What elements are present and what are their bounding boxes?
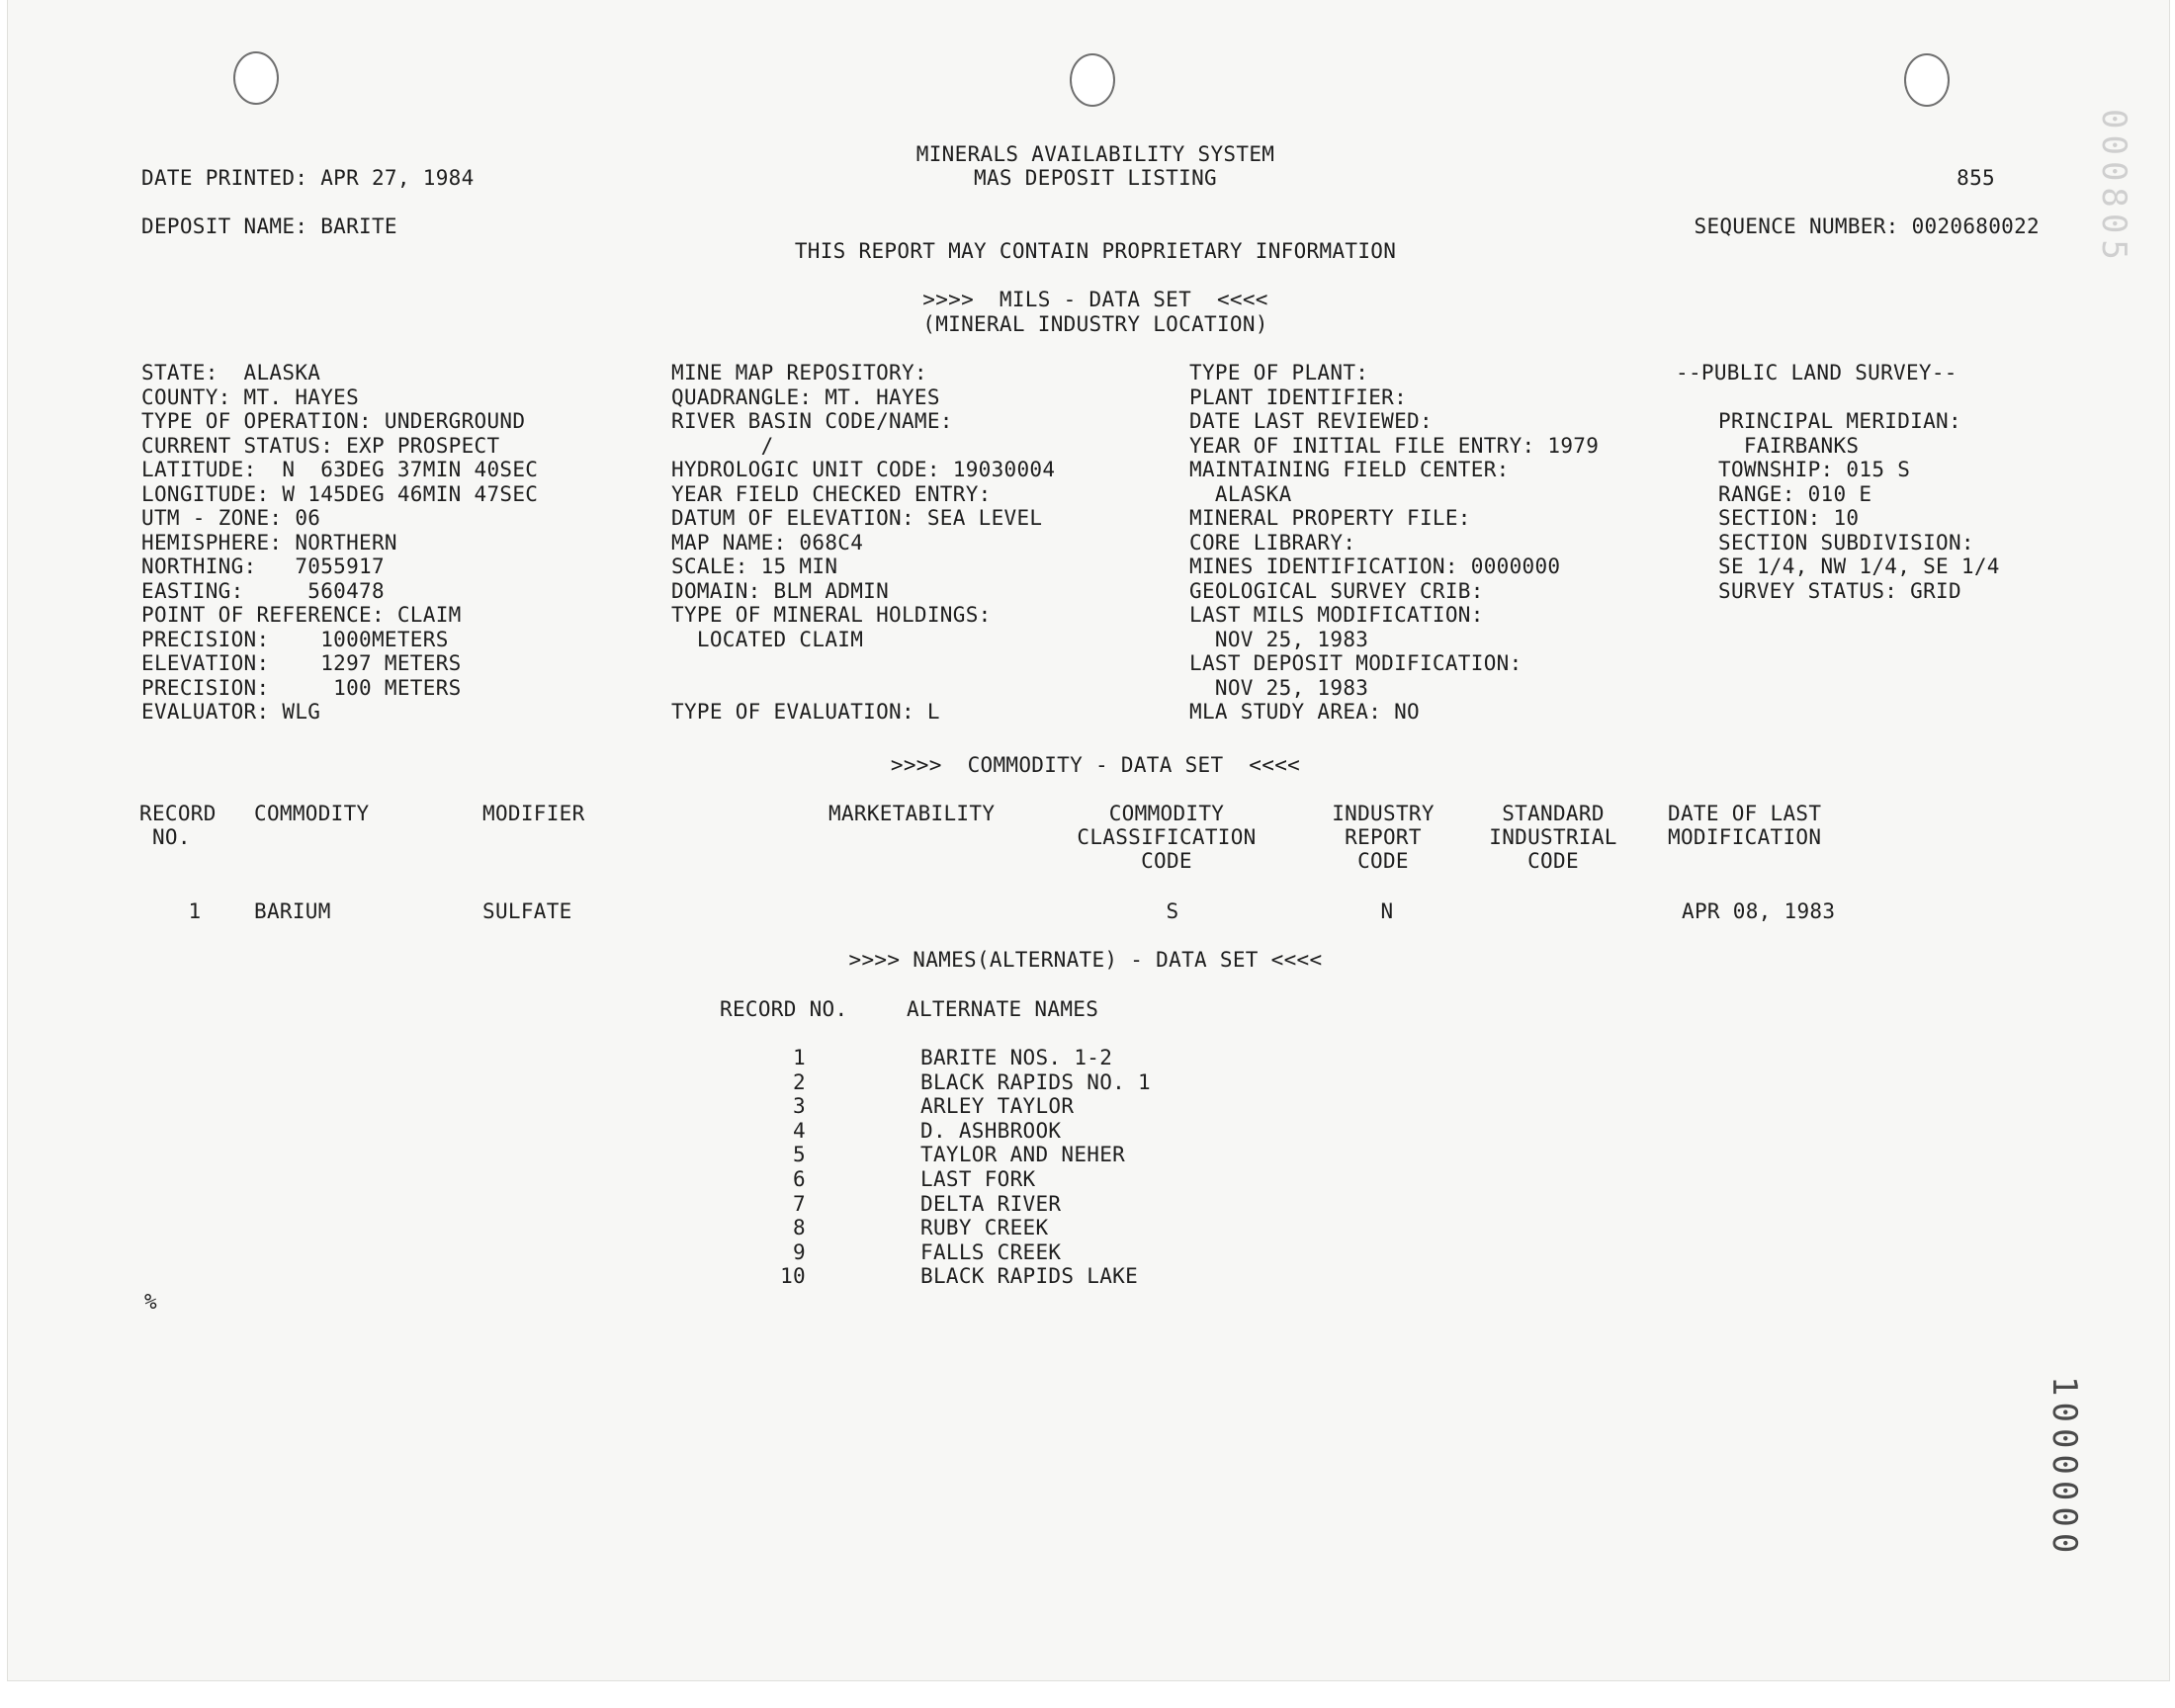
- mils-file-line: MLA STUDY AREA: NO: [1189, 700, 1420, 724]
- mils-location-line: HEMISPHERE: NORTHERN: [141, 530, 397, 555]
- mils-file-line: NOV 25, 1983: [1189, 627, 1369, 651]
- alternate-name-record-no: 5: [793, 1143, 806, 1167]
- system-title: MINERALS AVAILABILITY SYSTEM: [915, 142, 1275, 166]
- alternate-name: BLACK RAPIDS NO. 1: [920, 1069, 1151, 1094]
- mils-location-line: LATITUDE: N 63DEG 37MIN 40SEC: [141, 458, 539, 481]
- mils-section-title: >>>> MILS - DATA SET <<<<: [922, 288, 1268, 311]
- mils-section-subtitle: (MINERAL INDUSTRY LOCATION): [922, 312, 1268, 336]
- names-header-record-no: RECORD NO.: [720, 997, 848, 1021]
- alternate-name: D. ASHBROOK: [920, 1118, 1062, 1143]
- mils-file-line: NOV 25, 1983: [1189, 675, 1369, 700]
- punch-hole-right: [1904, 53, 1950, 107]
- names-section-title: >>>> NAMES(ALTERNATE) - DATA SET <<<<: [848, 948, 1323, 972]
- mils-file-line: YEAR OF INITIAL FILE ENTRY: 1979: [1189, 433, 1600, 458]
- alternate-name: FALLS CREEK: [920, 1239, 1062, 1264]
- names-header-alternate-names: ALTERNATE NAMES: [907, 997, 1099, 1021]
- alternate-name-record-no: 10: [780, 1264, 806, 1289]
- alternate-name: LAST FORK: [920, 1167, 1036, 1191]
- mils-location-line: EVALUATOR: WLG: [141, 700, 321, 724]
- commodity-row-modifier: SULFATE: [482, 899, 572, 923]
- mils-location-line: UTM - ZONE: 06: [141, 506, 321, 530]
- mils-location-line: PRECISION: 100 METERS: [141, 675, 462, 700]
- mils-location-line: POINT OF REFERENCE: CLAIM: [141, 603, 462, 627]
- mils-map-line: DATUM OF ELEVATION: SEA LEVEL: [671, 506, 1043, 530]
- mils-file-line: TYPE OF PLANT:: [1189, 361, 1369, 384]
- page-number: 855: [1957, 166, 1995, 190]
- mils-map-line: /: [671, 433, 774, 458]
- public-land-survey-heading: --PUBLIC LAND SURVEY--: [1676, 361, 1958, 384]
- mils-map-line: HYDROLOGIC UNIT CODE: 19030004: [671, 458, 1056, 481]
- commodity-row-commodity: BARIUM: [254, 899, 331, 923]
- mils-map-line: MINE MAP REPOSITORY:: [671, 361, 927, 384]
- public-land-survey-line: SE 1/4, NW 1/4, SE 1/4: [1718, 555, 2000, 578]
- mils-location-line: CURRENT STATUS: EXP PROSPECT: [141, 433, 500, 458]
- commodity-header-marketability: MARKETABILITY: [828, 802, 996, 825]
- public-land-survey-line: TOWNSHIP: 015 S: [1718, 458, 1911, 481]
- public-land-survey-line: FAIRBANKS: [1718, 433, 1860, 458]
- mils-file-line: MINES IDENTIFICATION: 0000000: [1189, 555, 1561, 578]
- mils-file-line: GEOLOGICAL SURVEY CRIB:: [1189, 578, 1484, 603]
- alternate-name-record-no: 9: [793, 1239, 806, 1264]
- deposit-name: DEPOSIT NAME: BARITE: [141, 214, 397, 238]
- faint-side-code: 000805: [2094, 109, 2133, 266]
- public-land-survey-line: SECTION SUBDIVISION:: [1718, 530, 1974, 555]
- mils-map-line: MAP NAME: 068C4: [671, 530, 864, 555]
- mils-file-line: MINERAL PROPERTY FILE:: [1189, 506, 1471, 530]
- mils-file-line: CORE LIBRARY:: [1189, 530, 1356, 555]
- mils-location-line: EASTING: 560478: [141, 578, 385, 603]
- alternate-name: DELTA RIVER: [920, 1191, 1062, 1216]
- commodity-header-modifier: MODIFIER: [482, 802, 585, 825]
- mils-location-line: NORTHING: 7055917: [141, 555, 385, 578]
- punch-hole-center: [1070, 53, 1115, 107]
- commodity-header-date: DATE OF LAST MODIFICATION: [1668, 802, 1822, 849]
- mils-file-line: LAST MILS MODIFICATION:: [1189, 603, 1484, 627]
- mils-file-line: LAST DEPOSIT MODIFICATION:: [1189, 651, 1522, 675]
- alternate-name-record-no: 4: [793, 1118, 806, 1143]
- mils-file-line: PLANT IDENTIFIER:: [1189, 384, 1408, 409]
- commodity-row-date: APR 08, 1983: [1682, 899, 1836, 923]
- mils-map-line: TYPE OF MINERAL HOLDINGS:: [671, 603, 992, 627]
- public-land-survey-line: RANGE: 010 E: [1718, 481, 1872, 506]
- commodity-header-industry: INDUSTRY REPORT CODE: [1332, 802, 1435, 873]
- mils-map-line: DOMAIN: BLM ADMIN: [671, 578, 890, 603]
- alternate-name-record-no: 3: [793, 1094, 806, 1119]
- commodity-header-record-no: RECORD NO.: [139, 802, 217, 849]
- alternate-name: BLACK RAPIDS LAKE: [920, 1264, 1139, 1289]
- percent-mark: %: [144, 1290, 157, 1314]
- public-land-survey-line: PRINCIPAL MERIDIAN:: [1718, 409, 1961, 433]
- mils-map-line: LOCATED CLAIM: [671, 627, 864, 651]
- public-land-survey-line: SURVEY STATUS: GRID: [1718, 578, 1961, 603]
- commodity-header-commodity: COMMODITY: [254, 802, 370, 825]
- alternate-name: RUBY CREEK: [920, 1216, 1049, 1240]
- alternate-name-record-no: 2: [793, 1069, 806, 1094]
- mils-file-line: MAINTAINING FIELD CENTER:: [1189, 458, 1510, 481]
- date-printed: DATE PRINTED: APR 27, 1984: [141, 166, 475, 190]
- mils-location-line: PRECISION: 1000METERS: [141, 627, 449, 651]
- alternate-name-record-no: 7: [793, 1191, 806, 1216]
- mils-map-line: QUADRANGLE: MT. HAYES: [671, 384, 940, 409]
- mils-map-line: SCALE: 15 MIN: [671, 555, 838, 578]
- alternate-name: ARLEY TAYLOR: [920, 1094, 1075, 1119]
- commodity-header-classification: COMMODITY CLASSIFICATION CODE: [1077, 802, 1257, 873]
- mils-map-line: YEAR FIELD CHECKED ENTRY:: [671, 481, 992, 506]
- mils-location-line: COUNTY: MT. HAYES: [141, 384, 360, 409]
- mils-file-line: ALASKA: [1189, 481, 1292, 506]
- alternate-name-record-no: 8: [793, 1216, 806, 1240]
- mils-map-line: TYPE OF EVALUATION: L: [671, 700, 940, 724]
- punch-hole-left: [233, 51, 279, 105]
- mils-location-line: ELEVATION: 1297 METERS: [141, 651, 462, 675]
- proprietary-notice: THIS REPORT MAY CONTAIN PROPRIETARY INFORMATION: [794, 239, 1397, 263]
- sequence-number: SEQUENCE NUMBER: 0020680022: [1694, 214, 2040, 238]
- alternate-name-record-no: 6: [793, 1167, 806, 1191]
- mils-location-line: STATE: ALASKA: [141, 361, 321, 384]
- mils-map-line: RIVER BASIN CODE/NAME:: [671, 409, 953, 433]
- alternate-name-record-no: 1: [793, 1046, 806, 1069]
- document-page: [8, 0, 2169, 1680]
- commodity-header-standard: STANDARD INDUSTRIAL CODE: [1489, 802, 1617, 873]
- commodity-section-title: >>>> COMMODITY - DATA SET <<<<: [890, 753, 1301, 777]
- listing-title: MAS DEPOSIT LISTING: [974, 166, 1217, 190]
- side-control-code: 1000000: [2044, 1376, 2084, 1560]
- commodity-row-classification: S: [1166, 899, 1179, 923]
- commodity-row-record-no: 1: [188, 899, 202, 923]
- commodity-row-industry: N: [1380, 899, 1394, 923]
- public-land-survey-line: SECTION: 10: [1718, 506, 1860, 530]
- alternate-name: BARITE NOS. 1-2: [920, 1046, 1113, 1069]
- mils-file-line: DATE LAST REVIEWED:: [1189, 409, 1433, 433]
- mils-location-line: LONGITUDE: W 145DEG 46MIN 47SEC: [141, 481, 539, 506]
- mils-location-line: TYPE OF OPERATION: UNDERGROUND: [141, 409, 526, 433]
- alternate-name: TAYLOR AND NEHER: [920, 1143, 1126, 1167]
